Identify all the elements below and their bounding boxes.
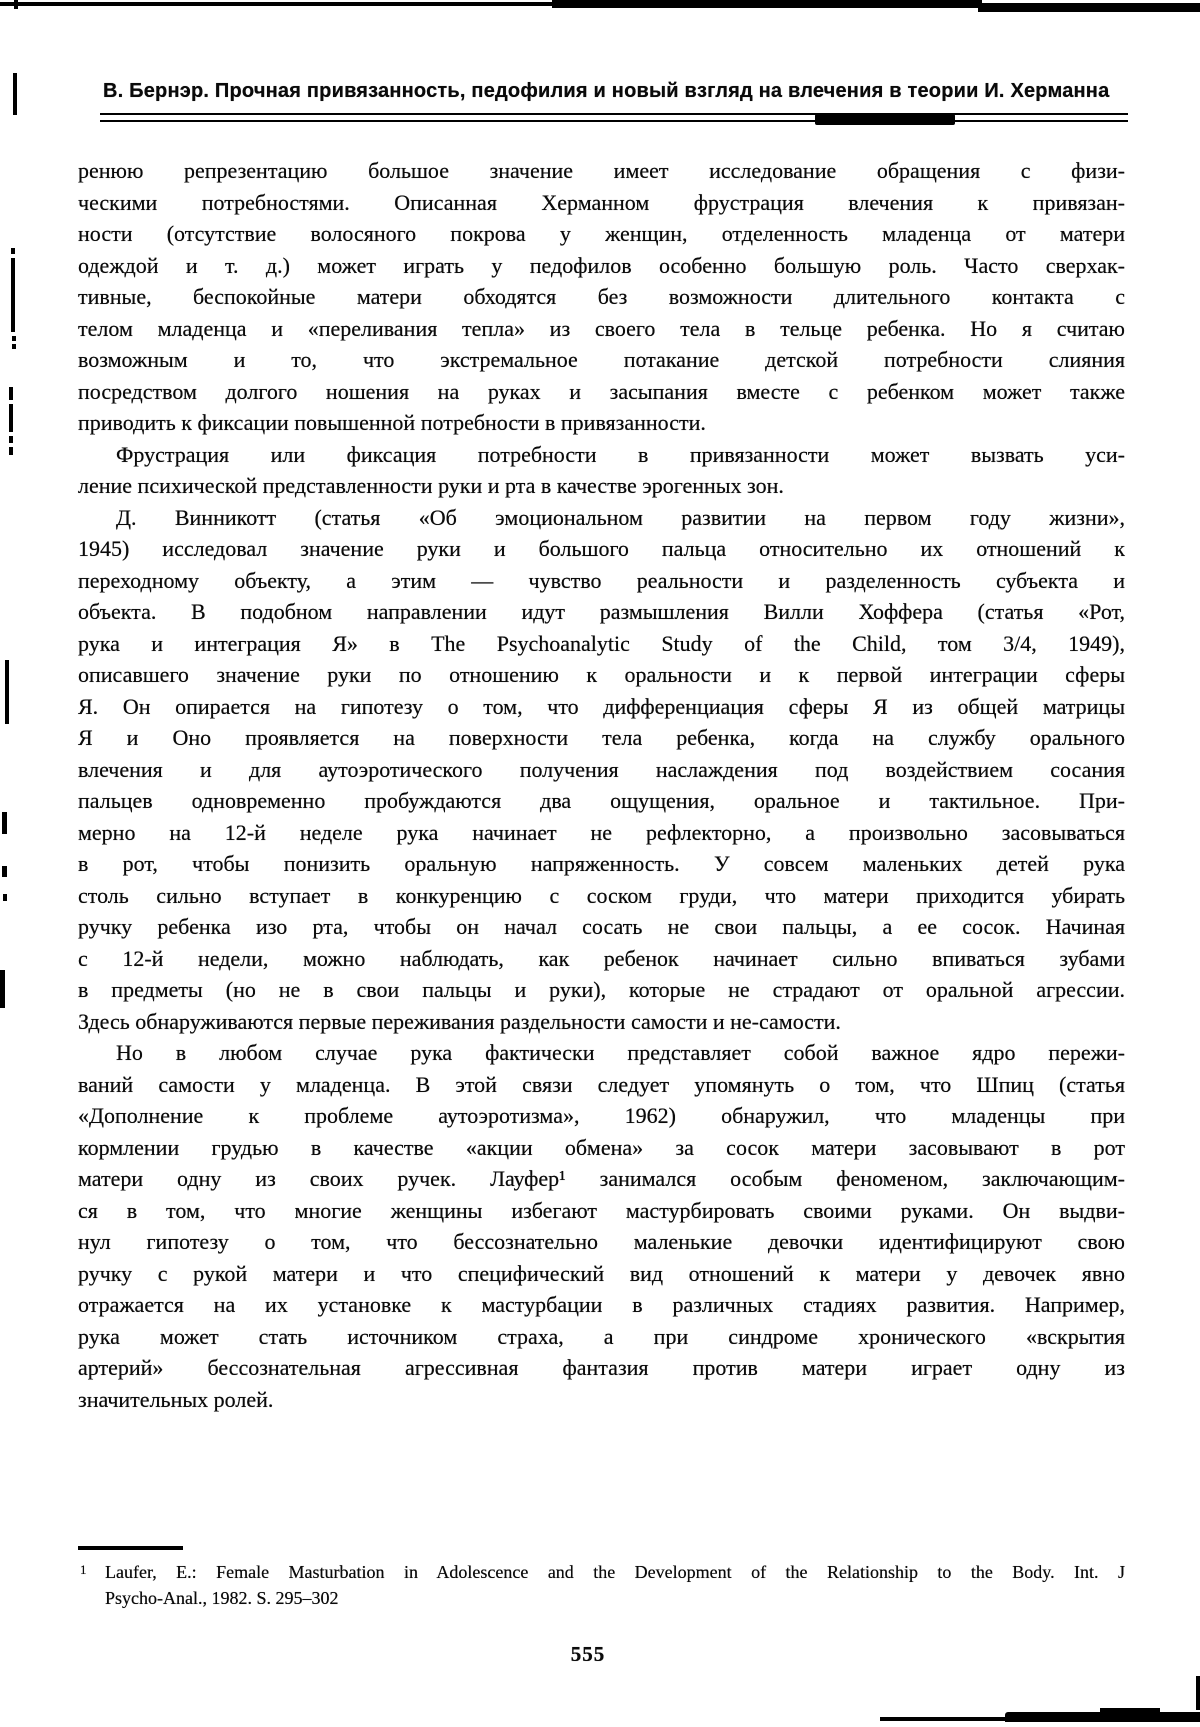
scan-artifact-margin-mark — [11, 258, 15, 332]
body-line: ности (отсутствие волосяного покрова у женщин, отделенность младенца от матери — [78, 221, 1125, 246]
scan-artifact-margin-mark — [0, 970, 5, 1008]
body-line: отражается на их установке к мастурбации в различных стадиях развития. Например, — [78, 1292, 1125, 1317]
scan-artifact-margin-mark — [5, 660, 9, 724]
body-line: «Дополнение к проблеме аутоэротизма», 1962) обнаружил, что младенцы при — [78, 1103, 1125, 1128]
body-line: рука и интеграция Я» в The Psychoanalytic Study of the Child, том 3/4, 1949), — [78, 630, 1125, 656]
footnote — [78, 1546, 1125, 1611]
body-line: телом младенца и «переливания тепла» из своего тела в тельце ребенка. Но я считаю — [78, 315, 1125, 341]
body-line: мерно на 12-й неделе рука начинает не рефлекторно, а произвольно засовываться — [78, 819, 1125, 845]
body-line: значительных ролей. — [78, 1386, 274, 1412]
scan-artifact-top-bar — [552, 0, 982, 8]
body-line: 1945) исследовал значение руки и большого пальца относительно их отношений к — [78, 536, 1125, 561]
body-line: ренюю репрезентацию большое значение имеет исследование обращения с физи- — [78, 158, 1125, 183]
body-line: в предметы (но не в свои пальцы и руки), которые не страдают от оральной агрессии. — [78, 977, 1125, 1002]
scan-artifact-top-bar — [978, 3, 1200, 12]
body-line: ся в том, что многие женщины избегают мастурбировать своими руками. Он выдви- — [78, 1197, 1125, 1223]
scan-artifact-top-bar — [0, 2, 560, 6]
scan-artifact-margin-mark — [12, 336, 16, 341]
body-line: возможным и то, что экстремальное потакание детской потребности слияния — [78, 347, 1125, 372]
body-text — [78, 155, 1125, 1415]
body-line: описавшего значение руки по отношению к оральности и к первой интеграции сферы — [78, 662, 1125, 687]
scan-artifact-margin-mark — [13, 73, 17, 115]
scan-artifact-margin-mark — [9, 447, 13, 455]
body-line: тивные, беспокойные матери обходятся без возможности длительного контакта с — [78, 284, 1125, 309]
body-line: кормлении грудью в качестве «акции обмена» за сосок матери засовывают в рот — [78, 1134, 1125, 1160]
header-rule — [100, 113, 1128, 122]
scan-artifact-top-tick — [14, 0, 18, 9]
body-line: посредством долгого ношения на руках и засыпания вместе с ребенком может также — [78, 378, 1125, 404]
footnote-line — [78, 1559, 1125, 1585]
body-line: Но в любом случае рука фактически представляет собой важное ядро пережи- — [116, 1040, 1125, 1065]
body-line: пальцев одновременно пробуждаются два ощущения, оральное и тактильное. При- — [78, 788, 1125, 813]
body-line: ление психической представленности руки и рта в качестве эрогенных зон. — [78, 473, 784, 498]
body-line: артерий» бессознательная агрессивная фантазия против матери играет одну из — [78, 1355, 1125, 1380]
body-line: объекта. В подобном направлении идут размышления Вилли Хоффера (статья «Рот, — [78, 599, 1125, 624]
page-number: 555 — [570, 1642, 606, 1666]
scan-artifact-edge-tick — [1196, 1676, 1200, 1710]
footnote-marker: 1 — [80, 1562, 87, 1577]
running-title: В. Бернэр. Прочная привязанность, педофилия и новый взгляд на влечения в теории И. Херманна — [103, 80, 1110, 102]
scan-artifact-bottom-smudge — [1100, 1708, 1160, 1714]
footnote-text: Laufer, E.: Female Masturbation in Adolescence and the Development of the Relationship to the Body. Int. J — [105, 1562, 1125, 1582]
body-line: ваний самости у младенца. В этой связи следует упомянуть о том, что Шпиц (статья — [78, 1071, 1125, 1097]
body-line: в рот, чтобы понизить оральную напряженность. У совсем маленьких детей рука — [78, 851, 1125, 876]
body-line: Я и Оно проявляется на поверхности тела ребенка, когда на службу орального — [78, 725, 1125, 750]
scan-artifact-bottom-smudge — [880, 1717, 1015, 1721]
body-line: одеждой и т. д.) может играть у педофилов особенно большую роль. Часто сверхак- — [78, 252, 1125, 278]
scan-artifact-margin-mark — [9, 436, 13, 443]
footnote-line: Psycho-Anal., 1982. S. 295–302 — [105, 1588, 339, 1608]
scan-artifact-margin-mark — [9, 404, 13, 432]
body-line: нул гипотезу о том, что бессознательно маленькие девочки идентифицируют свою — [78, 1229, 1125, 1254]
body-line: приводить к фиксации повышенной потребности в привязанности. — [78, 410, 706, 435]
body-line: ручку ребенка изо рта, чтобы он начал сосать не свои пальцы, а ее сосок. Начиная — [78, 914, 1125, 939]
scan-artifact-margin-mark — [9, 387, 13, 400]
scan-artifact-header-blob — [815, 114, 955, 125]
body-line: переходному объекту, а этим — чувство реальности и разделенность субъекта и — [78, 567, 1125, 593]
footnote-rule — [78, 1546, 183, 1550]
scan-artifact-margin-mark — [12, 344, 16, 349]
scan-artifact-margin-mark — [2, 812, 7, 834]
body-line: Я. Он опирается на гипотезу о том, что дифференциация сферы Я из общей матрицы — [78, 693, 1125, 719]
body-line: Здесь обнаруживаются первые переживания раздельности самости и не-самости. — [78, 1008, 841, 1034]
body-line: Фрустрация или фиксация потребности в привязанности может вызвать уси- — [116, 441, 1125, 467]
body-line: с 12-й недели, можно наблюдать, как ребенок начинает сильно впиваться зубами — [78, 945, 1125, 971]
body-line: влечения и для аутоэротического получения наслаждения под воздействием сосания — [78, 756, 1125, 782]
body-line: матери одну из своих ручек. Лауфер¹ занимался особым феноменом, заключающим- — [78, 1166, 1125, 1191]
body-line: рука может стать источником страха, а при синдроме хронического «вскрытия — [78, 1323, 1125, 1349]
body-line: Д. Винникотт (статья «Об эмоциональном развитии на первом году жизни», — [116, 504, 1125, 530]
body-line: столь сильно вступает в конкуренцию с соском груди, что матери приходится убирать — [78, 882, 1125, 908]
scan-artifact-margin-mark — [11, 248, 15, 254]
body-line: ческими потребностями. Описанная Херманном фрустрация влечения к привязан- — [78, 189, 1125, 215]
scan-artifact-margin-mark — [2, 866, 7, 877]
body-line: ручку с рукой матери и что специфический вид отношений к матери у девочек явно — [78, 1260, 1125, 1286]
scan-artifact-margin-mark — [3, 894, 7, 901]
